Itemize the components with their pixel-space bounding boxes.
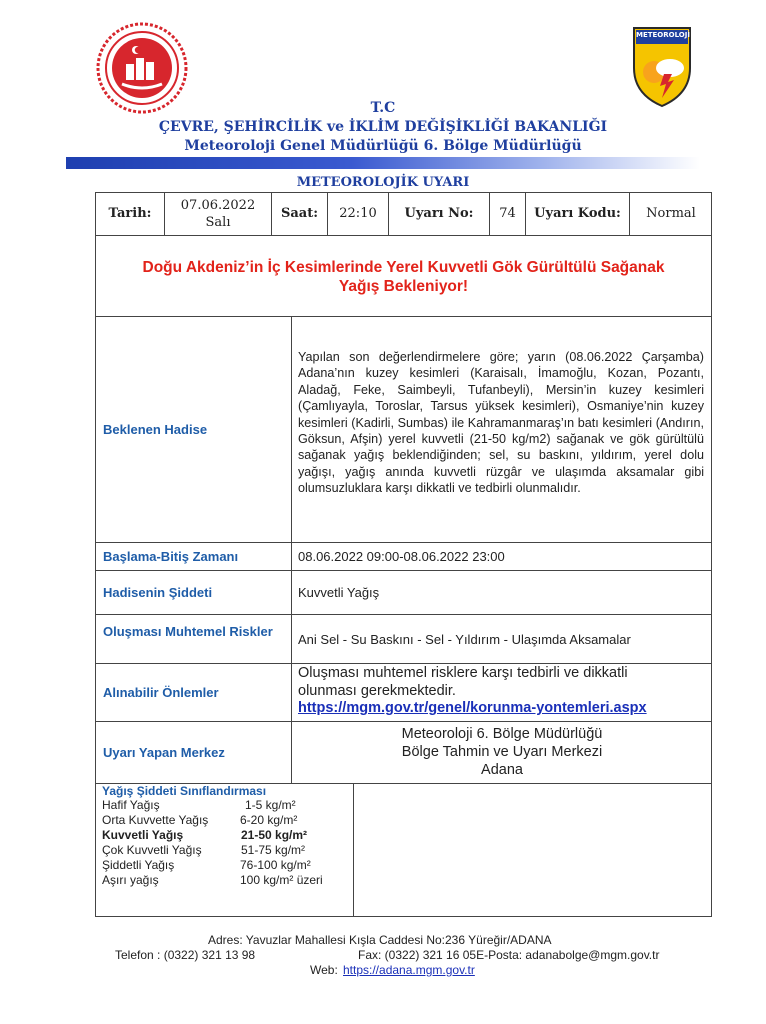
meteoroloji-logo-text: METEOROLOJİ [636, 31, 690, 39]
footer-fax-email: Fax: (0322) 321 16 05E-Posta: adanabolge@mgm.gov.tr [358, 948, 660, 962]
ministry-name: ÇEVRE, ŞEHİRCİLİK ve İKLİM DEĞİŞİKLİĞİ BAKANLIĞI [158, 119, 608, 135]
classification-item-name: Aşırı yağış [102, 873, 159, 887]
classification-item-range: 21-50 kg/m² [241, 828, 308, 842]
footer-web-link[interactable]: https://adana.mgm.gov.tr [343, 963, 475, 977]
header-gradient-bar [66, 157, 700, 169]
risks-value: Ani Sel - Su Baskını - Sel - Yıldırım - Ulaşımda Aksamalar [298, 632, 631, 647]
classification-item-range: 100 kg/m² üzeri [240, 873, 323, 887]
tc-label: T.C [370, 100, 396, 116]
warning-title-line1: Doğu Akdeniz’in İç Kesimlerinde Yerel Kuvvetli Gök Gürültülü Sağanak [142, 259, 665, 276]
warning-number-value: 74 [499, 206, 516, 221]
date-value: 07.06.2022 [180, 198, 256, 213]
classification-item-range: 76-100 kg/m² [240, 858, 311, 872]
classification-item-range: 6-20 kg/m² [240, 813, 298, 827]
expected-event-label: Beklenen Hadise [103, 422, 208, 437]
footer-address: Adres: Yavuzlar Mahallesi Kışla Caddesi No:236 Yüreğir/ADANA [208, 933, 552, 947]
protection-methods-link[interactable]: https://mgm.gov.tr/genel/korunma-yontemleri.aspx [298, 700, 647, 716]
footer-web-label: Web: [310, 963, 338, 977]
severity-value: Kuvvetli Yağış [298, 585, 380, 600]
measures-label: Alınabilir Önlemler [103, 685, 219, 700]
issuing-center-line3: Adana [481, 762, 523, 778]
classification-item-range: 1-5 kg/m² [245, 798, 296, 812]
date-label: Tarih: [108, 206, 152, 221]
day-value: Salı [205, 215, 231, 230]
period-value: 08.06.2022 09:00-08.06.2022 23:00 [298, 549, 505, 564]
issuing-center-line2: Bölge Tahmin ve Uyarı Merkezi [401, 744, 603, 760]
footer-phone: Telefon : (0322) 321 13 98 [115, 948, 256, 962]
classification-item-name: Şiddetli Yağış [102, 858, 175, 872]
warning-heading: METEOROLOJİK UYARI [296, 175, 470, 190]
period-label: Başlama-Bitiş Zamanı [103, 549, 239, 564]
classification-title: Yağış Şiddeti Sınıflandırması [102, 784, 267, 798]
time-label: Saat: [280, 206, 319, 221]
measures-line2: olunması gerekmektedir. [298, 683, 456, 699]
time-value: 22:10 [339, 206, 377, 221]
classification-item-name: Kuvvetli Yağış [102, 828, 184, 842]
issuing-center-line1: Meteoroloji 6. Bölge Müdürlüğü [401, 726, 603, 742]
classification-item-name: Orta Kuvvette Yağış [102, 813, 209, 827]
directorate-name: Meteoroloji Genel Müdürlüğü 6. Bölge Müdürlüğü [184, 138, 582, 154]
warning-title-line2: Yağış Bekleniyor! [338, 278, 469, 295]
classification-item-name: Çok Kuvvetli Yağış [102, 843, 202, 857]
risks-label: Oluşması Muhtemel Riskler [103, 624, 273, 639]
expected-event-text: Yapılan son değerlendirmelere göre; yarın (08.06.2022 Çarşamba) Adana’nın kuzey kesimleri (Karaisalı, İmamoğlu, Kozan, Pozantı, Aladağ, Feke, Saimbeyli, Tufanbeyli), Mersin’in kuzey kesimleri (Çamlıyayla, Toroslar, Tarsus yüksek kesimleri), Osmaniye’nin kuzey kesimleri (Kadirli, Sumbas) ile Kahramanmaraş’ın batı kesimleri (Andırın, Göksun, Afşin) yerel kuvvetli (21-50 kg/m2) sağanak ve gök gürültülü sağanak yağış beklendiğinden; sel, su baskını, yıldırım, yerel dolu yağışı, yağış anında kuvvetli rüzgâr ve ulaşımda aksamalar gibi olumsuzluklara karşı dikkatli ve tedbirli olunmalıdır. [298, 350, 704, 496]
severity-label: Hadisenin Şiddeti [103, 585, 213, 600]
issuing-center-label: Uyarı Yapan Merkez [103, 745, 225, 760]
warning-number-label: Uyarı No: [404, 206, 474, 221]
meteoroloji-logo [630, 24, 694, 108]
classification-item-range: 51-75 kg/m² [241, 843, 306, 857]
classification-item-name: Hafif Yağış [102, 798, 160, 812]
measures-line1: Oluşması muhtemel risklere karşı tedbirli ve dikkatli [298, 665, 628, 681]
warning-code-label: Uyarı Kodu: [534, 206, 621, 221]
warning-code-value: Normal [646, 206, 696, 221]
